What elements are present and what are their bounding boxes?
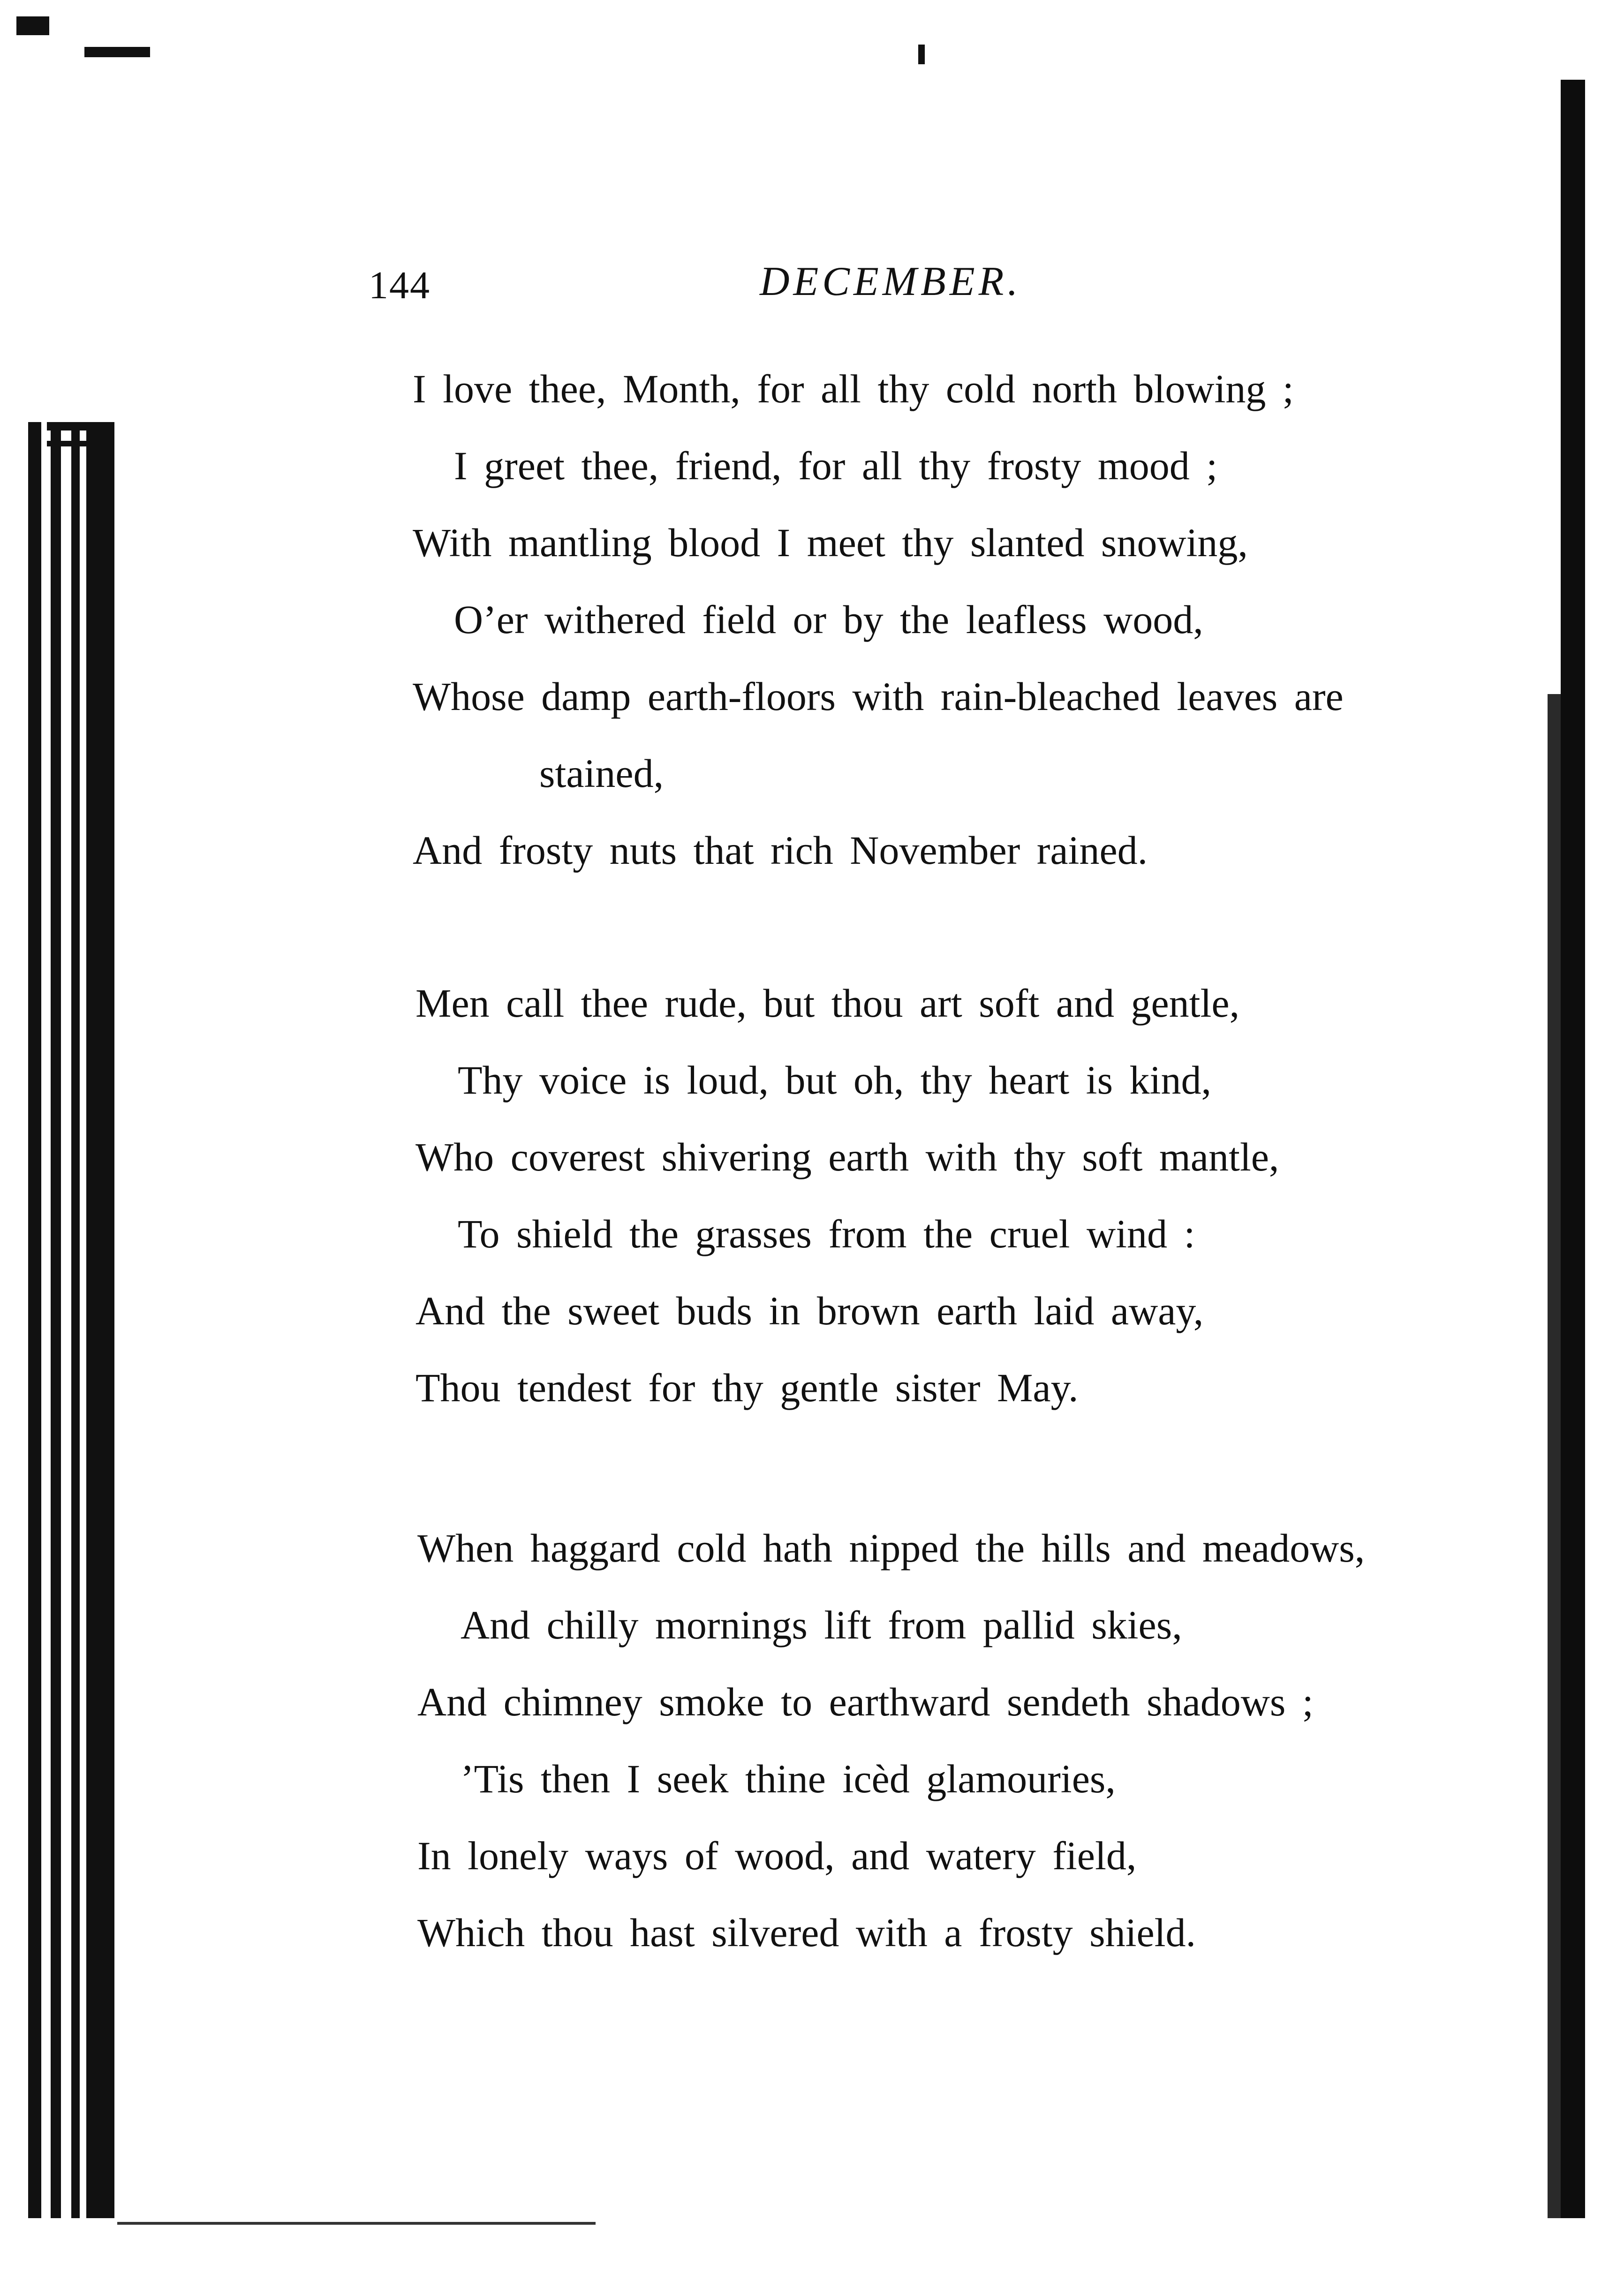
poem-line: Whose damp earth-floors with rain-bleached leaves are bbox=[413, 674, 1344, 719]
poem-line: Thy voice is loud, but oh, thy heart is kind, bbox=[458, 1057, 1211, 1103]
poem-line: In lonely ways of wood, and watery field, bbox=[417, 1833, 1137, 1878]
poem-line: Which thou hast silvered with a frosty shield. bbox=[417, 1910, 1196, 1955]
poem-line: I love thee, Month, for all thy cold north blowing ; bbox=[413, 366, 1294, 411]
page-number: 144 bbox=[369, 264, 431, 307]
book-binding-left bbox=[28, 422, 117, 2218]
poem-line: I greet thee, friend, for all thy frosty mood ; bbox=[454, 443, 1218, 488]
poem-line: stained, bbox=[539, 751, 664, 796]
poem-line: And chimney smoke to earthward sendeth shadows ; bbox=[417, 1679, 1314, 1724]
book-binding-right-edge bbox=[1548, 694, 1561, 2218]
bottom-rule bbox=[117, 2222, 596, 2225]
poem-line: And frosty nuts that rich November rained. bbox=[413, 828, 1148, 873]
poem-line: When haggard cold hath nipped the hills and meadows, bbox=[417, 1526, 1365, 1571]
scan-mark-top-left bbox=[16, 16, 49, 35]
scan-mark-top-center bbox=[918, 45, 925, 64]
running-title: DECEMBER. bbox=[760, 259, 1022, 304]
poem-line: With mantling blood I meet thy slanted snowing, bbox=[413, 520, 1248, 565]
poem-line: Who coverest shivering earth with thy soft mantle, bbox=[415, 1134, 1279, 1179]
running-head bbox=[0, 258, 1624, 319]
poem-line: Men call thee rude, but thou art soft and gentle, bbox=[415, 981, 1240, 1026]
poem-line: Thou tendest for thy gentle sister May. bbox=[415, 1365, 1079, 1410]
book-binding-right bbox=[1561, 80, 1585, 2218]
poem-line: To shield the grasses from the cruel wind : bbox=[458, 1211, 1195, 1256]
scan-mark-top-left-bar bbox=[84, 47, 150, 57]
poem-line: O’er withered field or by the leafless wood, bbox=[454, 597, 1203, 642]
poem-line: And the sweet buds in brown earth laid away, bbox=[415, 1288, 1204, 1333]
poem-line: And chilly mornings lift from pallid skies, bbox=[461, 1602, 1182, 1647]
poem-line: ’Tis then I seek thine icèd glamouries, bbox=[461, 1756, 1116, 1801]
